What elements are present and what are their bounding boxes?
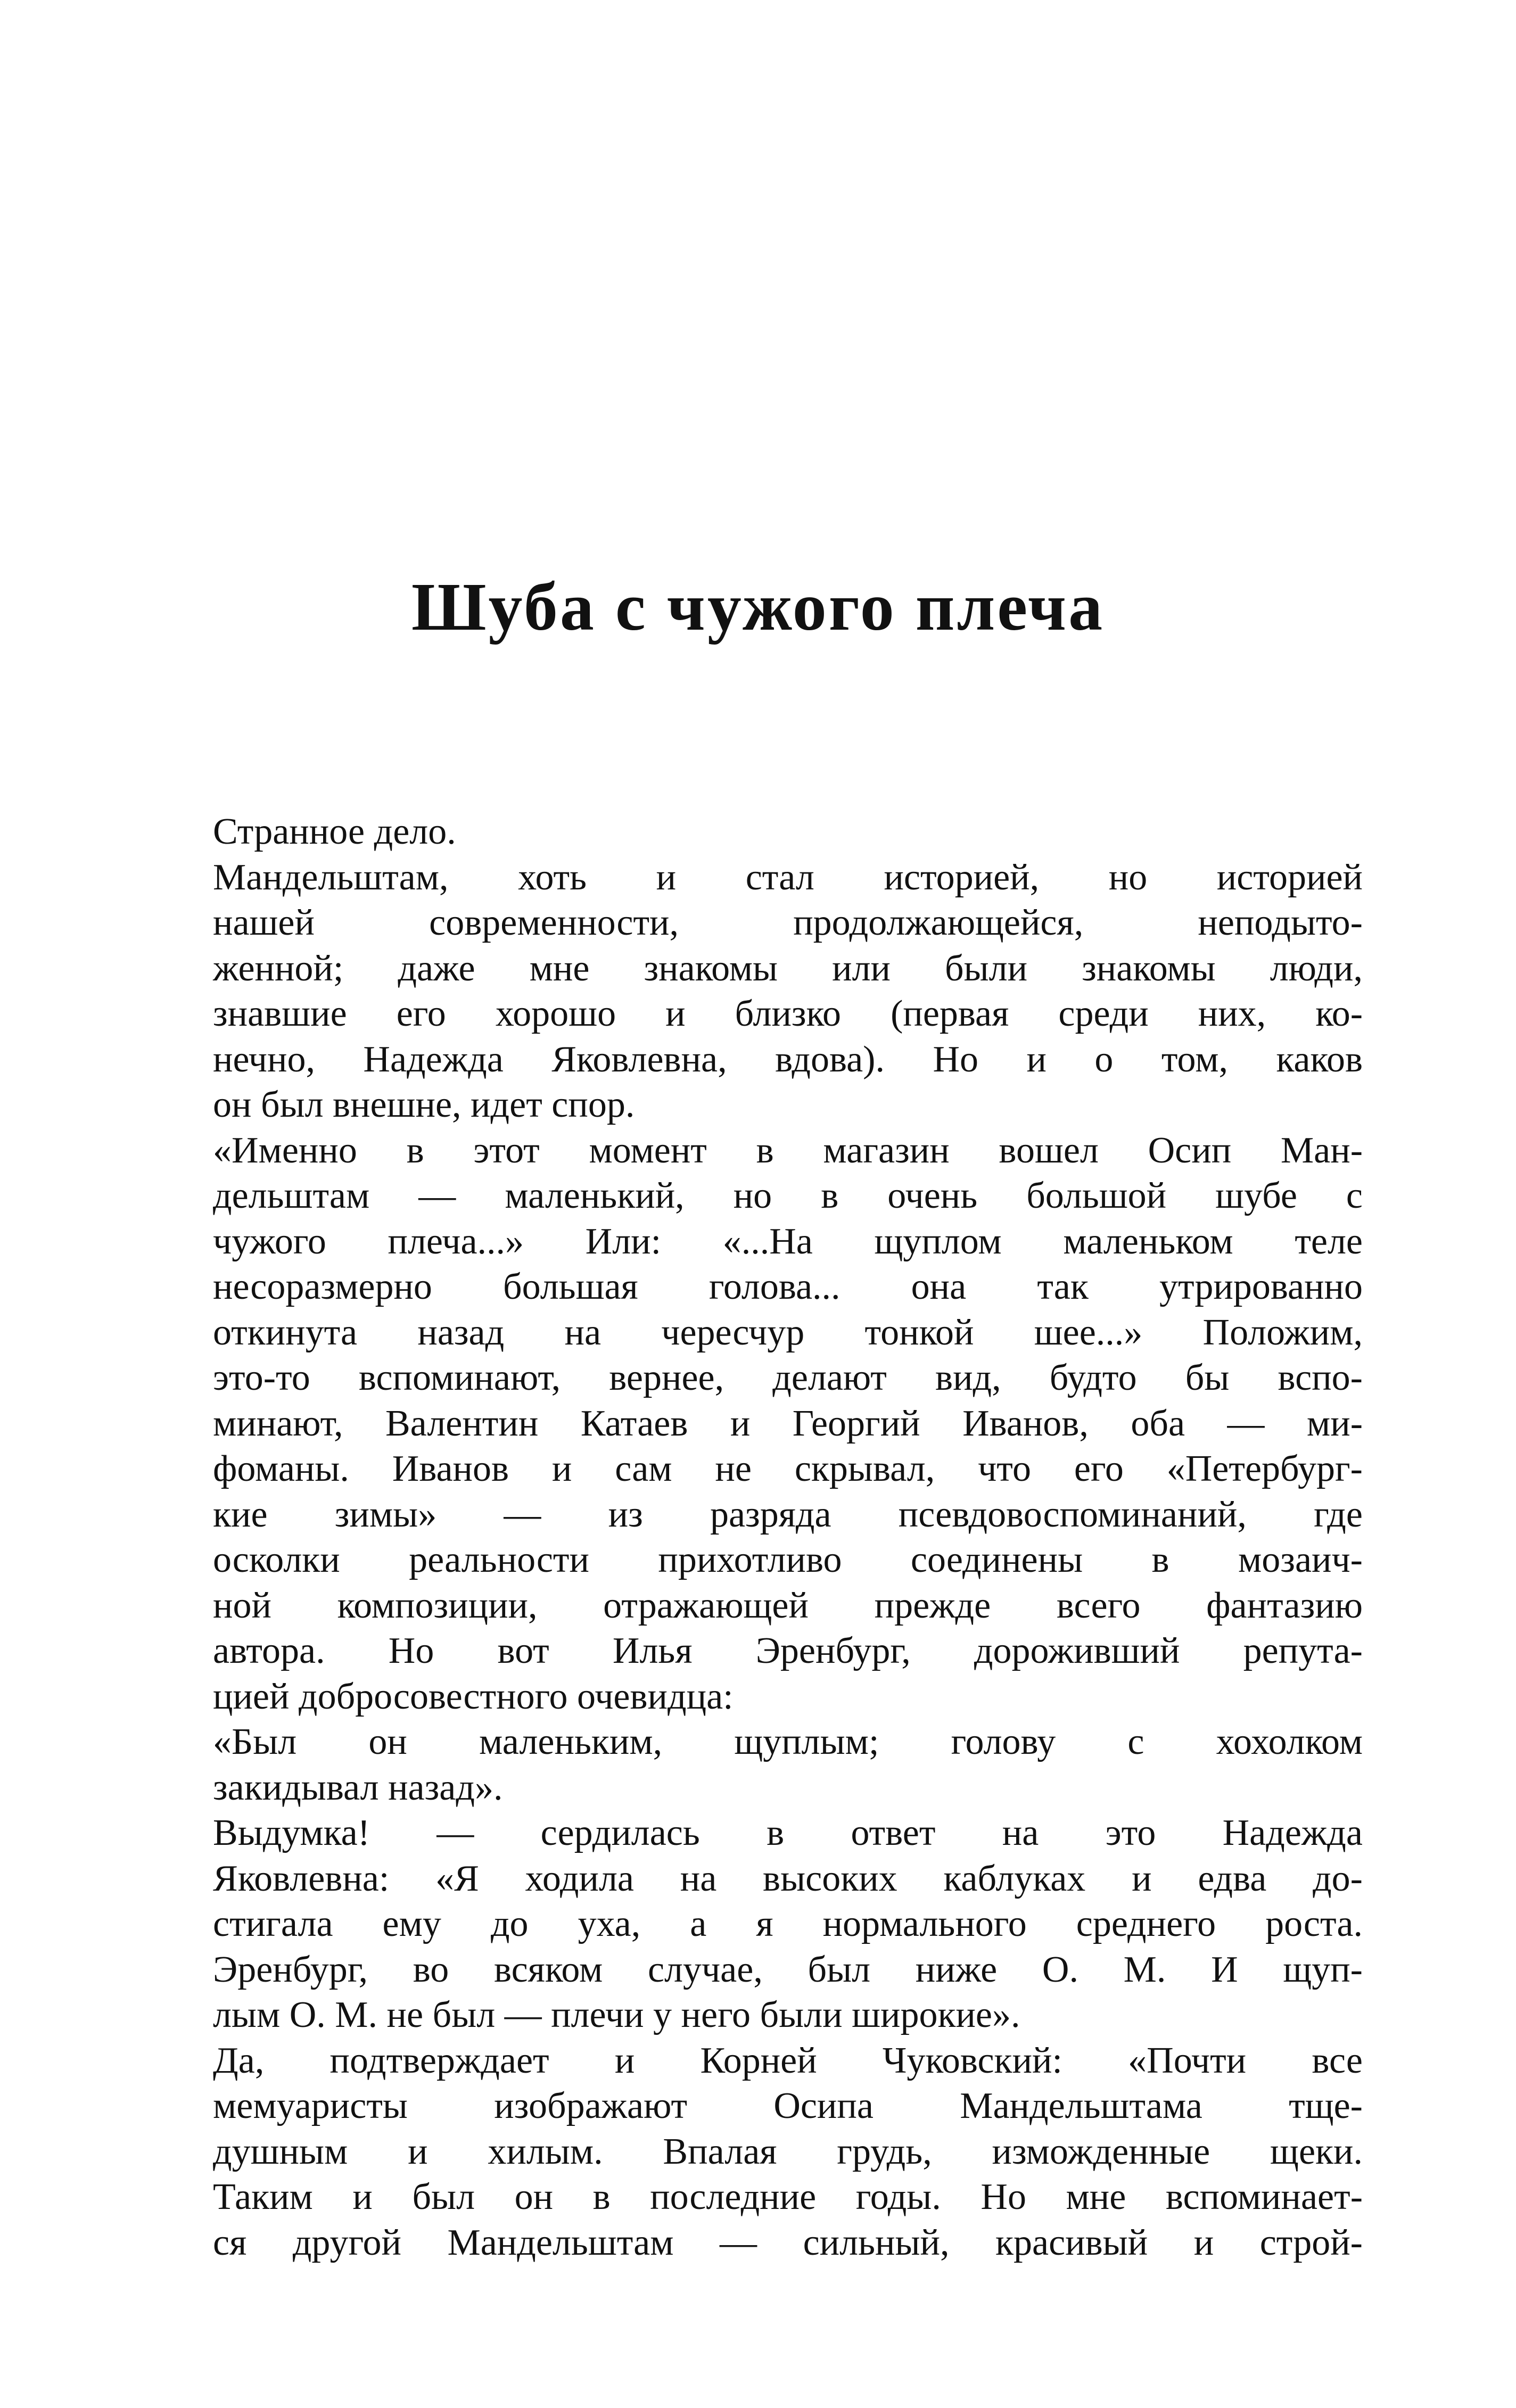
text-line: мемуаристы изображают Осипа Мандельштама тще- [213,2085,1363,2126]
text-line: фоманы. Иванов и сам не скрывал, что его «Петербург- [213,1448,1363,1489]
paragraph [213,855,1363,1128]
text-line: нашей современности, продолжающейся, неподыто- [213,902,1363,943]
text-line: Мандельштам, хоть и стал историей, но историей [213,856,1363,898]
text-line: Эренбург, во всяком случае, был ниже О. М. И щуп- [213,1949,1363,1990]
text-line: Странное дело. [213,811,456,852]
text-line: Да, подтверждает и Корней Чуковский: «Почти все [213,2040,1363,2081]
text-line: это-то вспоминают, вернее, делают вид, будто бы вспо- [213,1357,1363,1398]
text-line: закидывал назад». [213,1767,503,1808]
text-line: душным и хилым. Впалая грудь, изможденные щеки. [213,2131,1363,2172]
text-line: дельштам — маленький, но в очень большой шубе с [213,1175,1363,1216]
body-text [213,809,1363,2265]
text-line: «Был он маленьким, щуплым; голову с хохолком [213,1721,1363,1762]
paragraph [213,1719,1363,1810]
text-line: несоразмерно большая голова... она так утрированно [213,1266,1363,1307]
text-line: кие зимы» — из разряда псевдовоспоминаний, где [213,1494,1363,1535]
text-line: чужого плеча...» Или: «...На щуплом маленьком теле [213,1221,1363,1262]
text-line: ся другой Мандельштам — сильный, красивый и строй- [213,2222,1363,2263]
paragraph [213,1810,1363,2038]
text-line: осколки реальности прихотливо соединены в мозаич- [213,1539,1363,1580]
text-line: стигала ему до уха, а я нормального среднего роста. [213,1903,1363,1944]
text-line: ной композиции, отражающей прежде всего фантазию [213,1585,1363,1626]
paragraph [213,1128,1363,1720]
text-line: «Именно в этот момент в магазин вошел Осип Ман- [213,1129,1363,1171]
text-line: лым О. М. не был — плечи у него были широкие». [213,1994,1020,2035]
text-line: автора. Но вот Илья Эренбург, дороживший репута- [213,1630,1363,1671]
text-line: Таким и был он в последние годы. Но мне вспоминает- [213,2176,1363,2217]
text-line: Яковлевна: «Я ходила на высоких каблуках и едва до- [213,1858,1363,1899]
chapter-title: Шуба с чужого плеча [411,569,1105,645]
text-line: он был внешне, идет спор. [213,1084,635,1125]
text-line: Выдумка! — сердилась в ответ на это Надежда [213,1812,1363,1853]
text-line: откинута назад на чересчур тонкой шее...» Положим, [213,1312,1363,1353]
text-line: нечно, Надежда Яковлевна, вдова). Но и о том, каков [213,1038,1363,1080]
text-line: цией добросовестного очевидца: [213,1676,734,1717]
paragraph [213,809,1363,855]
text-line: знавшие его хорошо и близко (первая среди них, ко- [213,993,1363,1034]
text-line: женной; даже мне знакомы или были знакомы люди, [213,947,1363,989]
paragraph [213,2038,1363,2266]
text-line: минают, Валентин Катаев и Георгий Иванов, оба — ми- [213,1403,1363,1444]
